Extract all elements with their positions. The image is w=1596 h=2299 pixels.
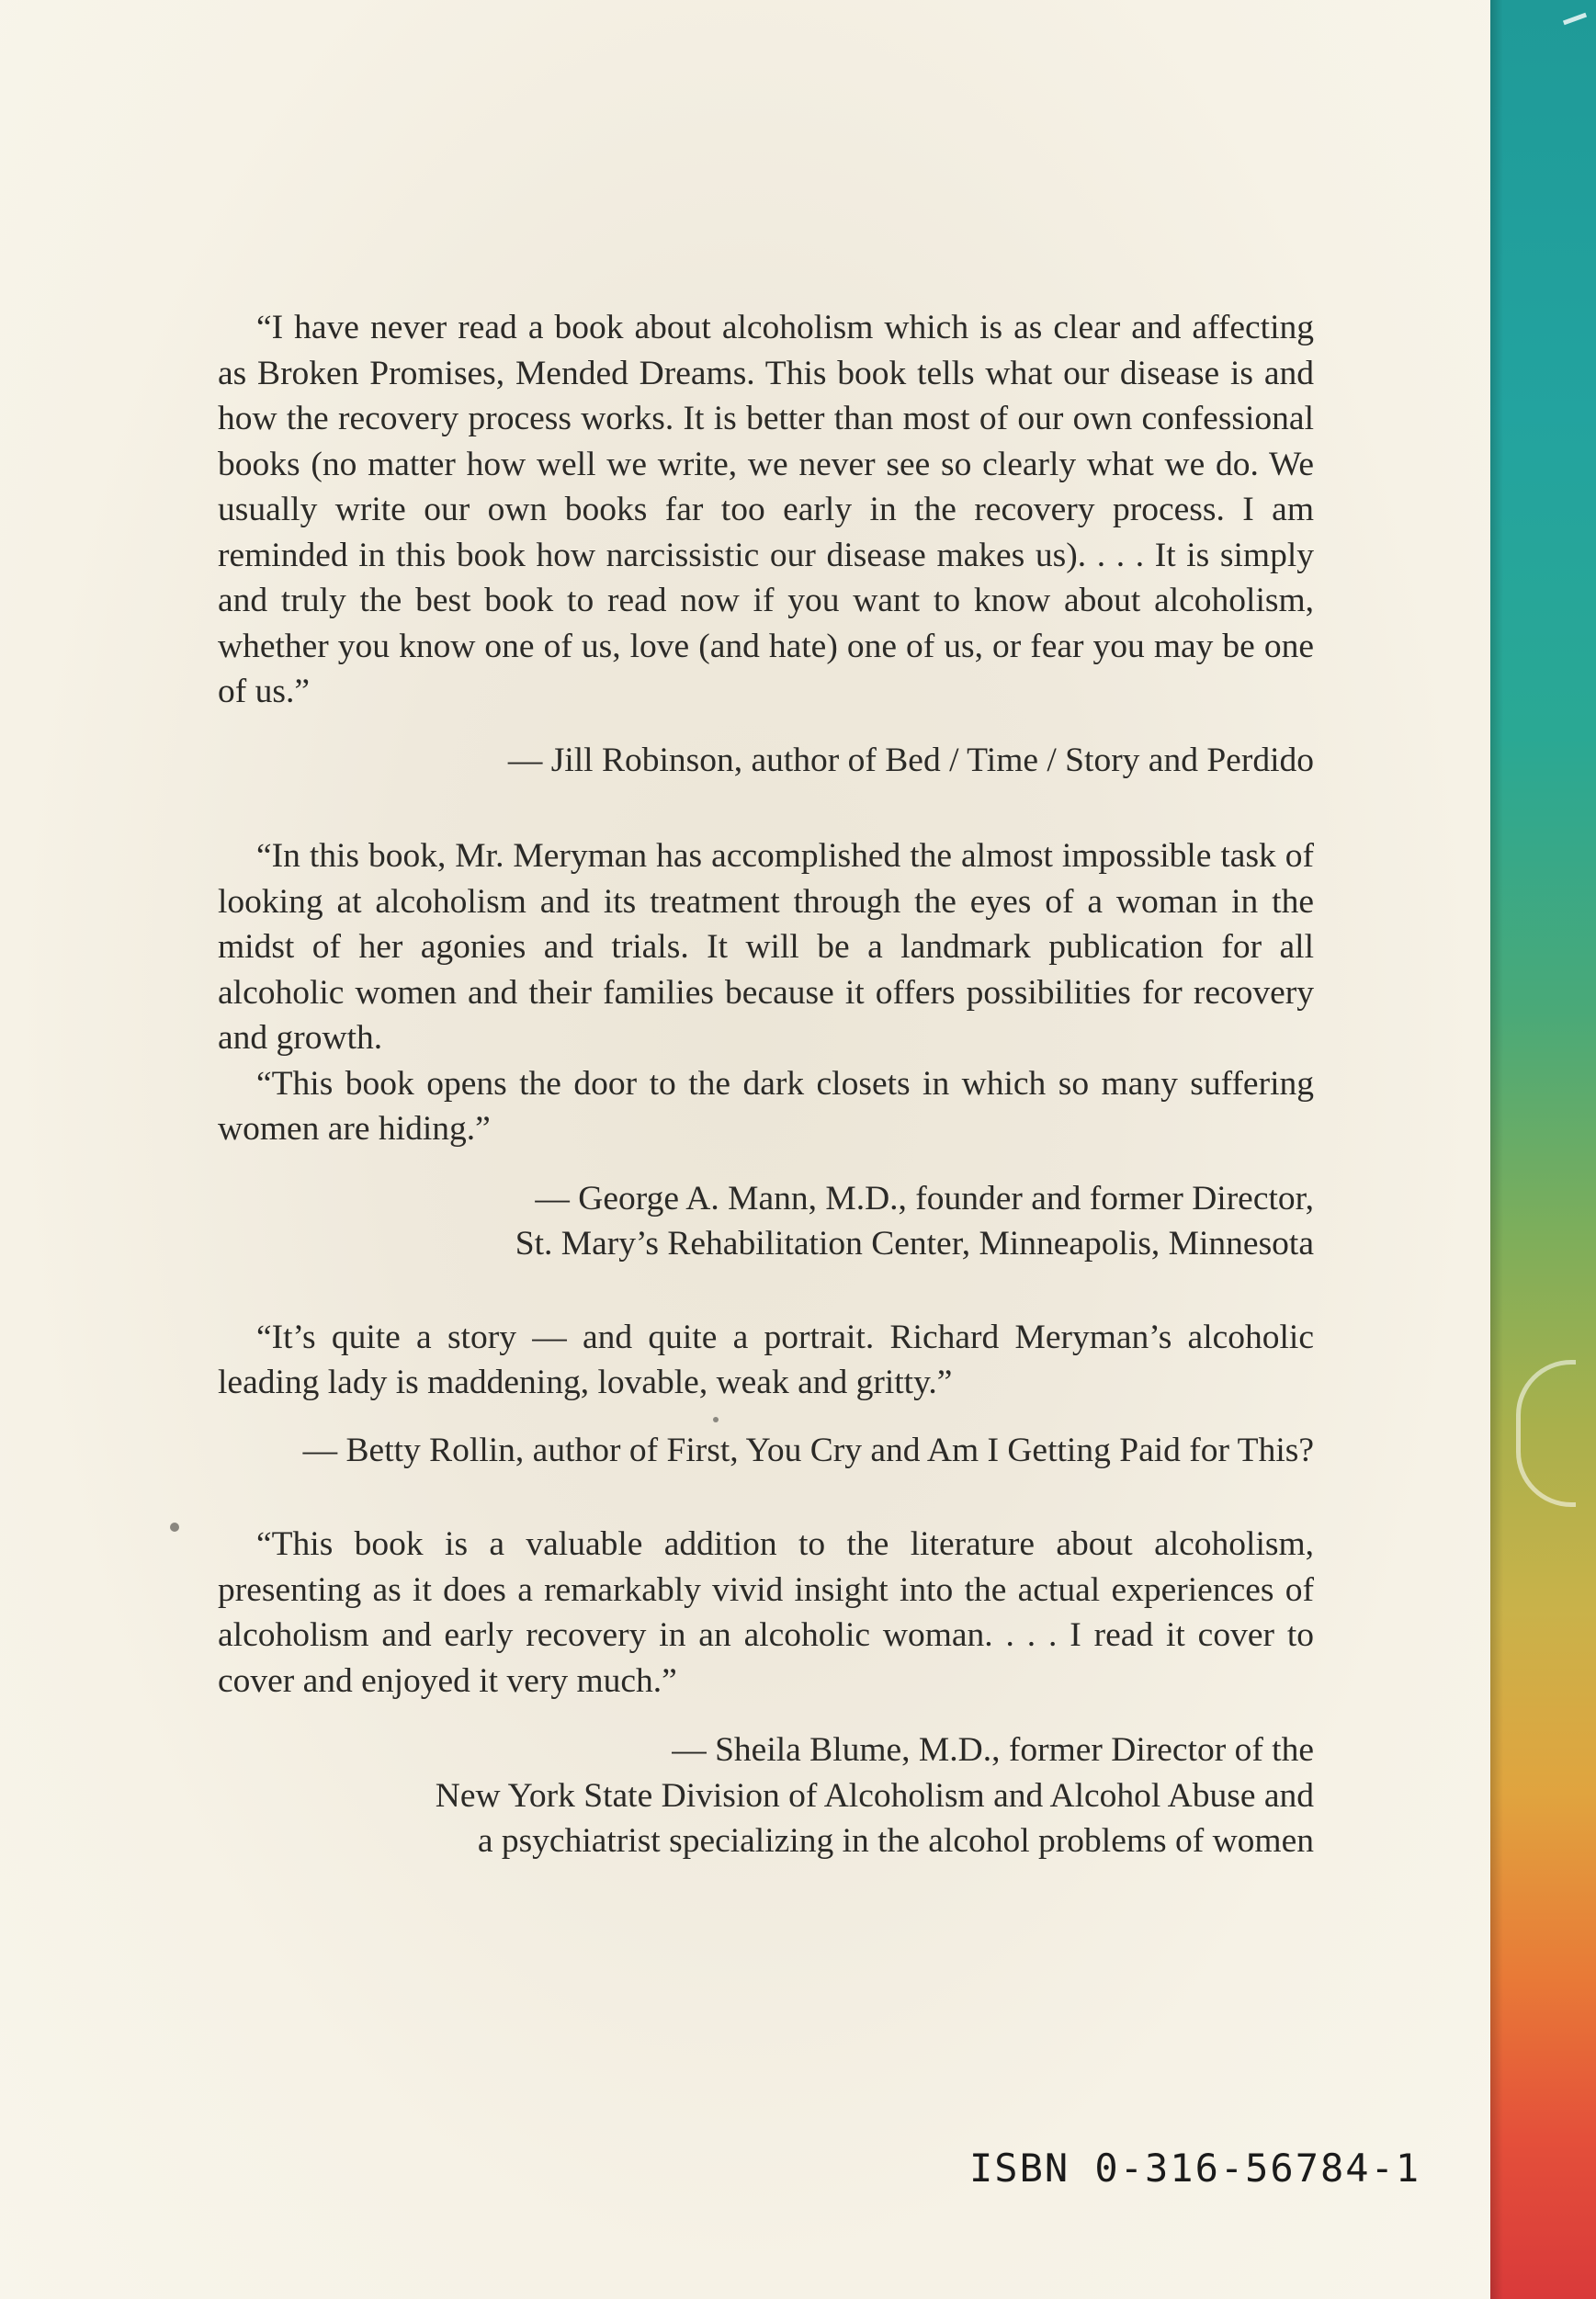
isbn-number: ISBN 0-316-56784-1 [969,2146,1421,2191]
spine-shadow [1490,0,1503,2299]
quote-attribution [218,1428,1314,1474]
attribution-line: — Jill Robinson, author of Bed / Time / Story and Perdido [507,741,1314,779]
quote-sheila-blume [218,1522,1314,1864]
attribution-line: — Sheila Blume, M.D., former Director of the [672,1731,1314,1769]
attribution-line: — George A. Mann, M.D., founder and former Director, [535,1179,1314,1217]
attribution-line: New York State Division of Alcoholism and Alcohol Abuse and [435,1776,1314,1815]
quote-text: “This book is a valuable addition to the literature about alcoholism, presenting as it does a remarkably vivid insight into the actual experiences of alcoholism and early recovery in an alcoholic woman. . . . I read it cover to cover and enjoyed it very much.” [218,1525,1314,1700]
attribution-line: St. Mary’s Rehabilitation Center, Minneapolis, Minnesota [515,1225,1314,1263]
attribution-line: — Betty Rollin, author of First, You Cry and Am I Getting Paid for This? [302,1431,1314,1469]
quote-text: “In this book, Mr. Meryman has accomplished the almost impossible task of looking at alcoholism and its treatment through the eyes of a woman in the midst of her agonies and trials. It will be a landmark publication for all alcoholic women and their families because it offers possibilities for recovery and growth. [218,837,1314,1057]
spine-arc-decoration [1516,1360,1576,1507]
paper-blemish [170,1523,179,1532]
blurbs [218,305,1314,1864]
quote-attribution [218,738,1314,784]
quote-george-mann [218,833,1314,1267]
quote-text-continued: “This book opens the door to the dark closets in which so many suffering women are hiding.” [218,1064,1314,1148]
attribution-line: a psychiatrist specializing in the alcohol problems of women [477,1822,1314,1860]
quote-text: “It’s quite a story — and quite a portrait. Richard Meryman’s alcoholic leading lady is maddening, lovable, weak and gritty.” [218,1318,1314,1401]
quote-attribution [218,1727,1314,1864]
spine-mark-decoration [1563,13,1587,26]
quote-attribution [218,1176,1314,1267]
quote-betty-rollin [218,1315,1314,1474]
quote-text: “I have never read a book about alcoholism which is as clear and affecting as Broken Promises, Mended Dreams. This book tells what our disease is and how the recovery process works. It is better than most of our own confessional books (no matter how well we write, we never see so clearly what we do. We usually write our own books far too early in the recovery process. I am reminded in this book how narcissistic our disease makes us). . . . It is simply and truly the best book to read now if you want to know about alcoholism, whether you know one of us, love (and hate) one of us, or fear you may be one of us.” [218,309,1314,710]
quote-jill-robinson [218,305,1314,783]
spine-edge [1490,0,1596,2299]
